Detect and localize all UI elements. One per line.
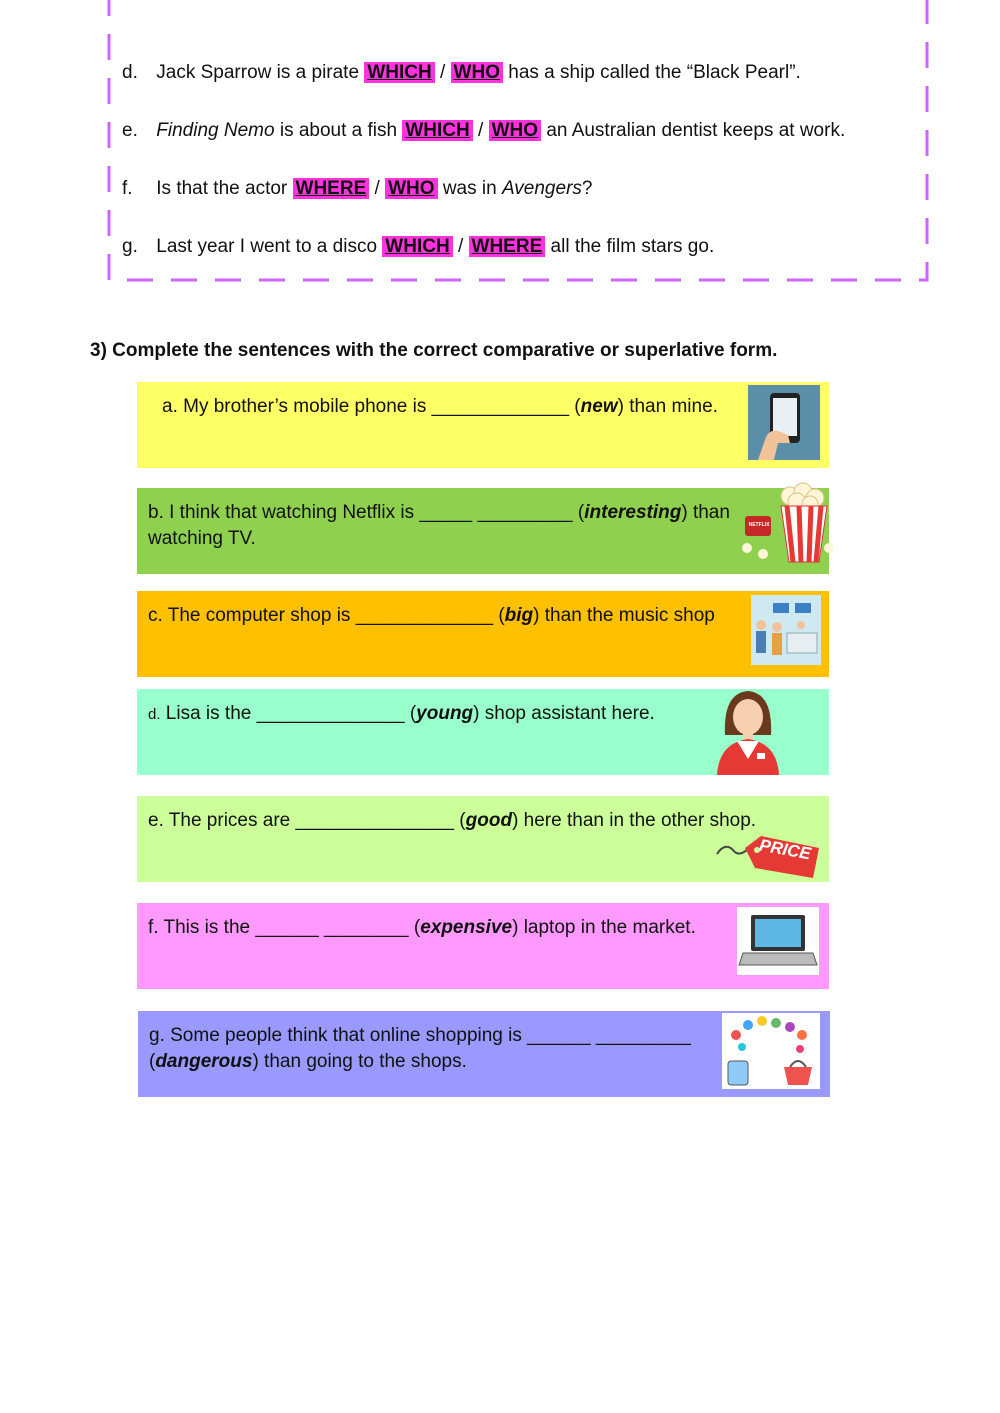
sentence-card-b <box>137 488 829 574</box>
sentence-b-text: b. I think that watching Netflix is _____ _________ (interesting) than watching TV. <box>148 502 730 549</box>
sentence-card-c <box>137 591 829 677</box>
relative-pronoun-item-g: g. Last year I went to a disco WHICH / WHERE all the film stars go. <box>122 236 715 257</box>
shop-assistant-avatar-icon <box>715 687 781 775</box>
choice-who[interactable]: WHO <box>489 120 541 141</box>
choice-who[interactable]: WHO <box>385 178 437 199</box>
sentence-a-text: a. My brother’s mobile phone is _____________ (new) than mine. <box>162 396 718 417</box>
choice-who[interactable]: WHO <box>451 62 503 83</box>
sentence-g-text: g. Some people think that online shopping is ______ _________ (dangerous) than going to the shops. <box>149 1025 691 1072</box>
choice-where[interactable]: WHERE <box>293 178 370 199</box>
netflix-logo: NETFLIX <box>748 522 770 528</box>
online-shopping-icon <box>722 1013 820 1089</box>
computer-shop-icon <box>751 595 821 665</box>
sentence-card-e <box>137 796 829 882</box>
exercise-3-heading: 3) Complete the sentences with the correct comparative or superlative form. <box>90 340 778 361</box>
sentence-card-a <box>137 382 829 468</box>
choice-which[interactable]: WHICH <box>402 120 472 141</box>
price-tag-label: PRICE <box>757 835 813 864</box>
relative-pronoun-item-d: d. Jack Sparrow is a pirate WHICH / WHO has a ship called the “Black Pearl”. <box>122 62 801 83</box>
choice-which[interactable]: WHICH <box>382 236 452 257</box>
sentence-c-text: c. The computer shop is _____________ (big) than the music shop <box>148 605 715 626</box>
sentence-e-text: e. The prices are _______________ (good) here than in the other shop. <box>148 810 757 831</box>
choice-which[interactable]: WHICH <box>364 62 434 83</box>
relative-pronoun-item-f: f. Is that the actor WHERE / WHO was in Avengers? <box>122 178 593 199</box>
choice-where[interactable]: WHERE <box>469 236 546 257</box>
sentence-card-g <box>138 1011 830 1097</box>
sentence-d-text: d. Lisa is the ______________ (young) shop assistant here. <box>148 703 655 724</box>
relative-pronoun-item-e: e. Finding Nemo is about a fish WHICH / WHO an Australian dentist keeps at work. <box>122 120 846 141</box>
sentence-card-f <box>137 903 829 989</box>
sentence-f-text: f. This is the ______ ________ (expensive) laptop in the market. <box>148 917 696 938</box>
laptop-icon <box>737 907 819 975</box>
sentence-card-d <box>137 689 829 775</box>
smartphone-icon <box>748 385 820 460</box>
